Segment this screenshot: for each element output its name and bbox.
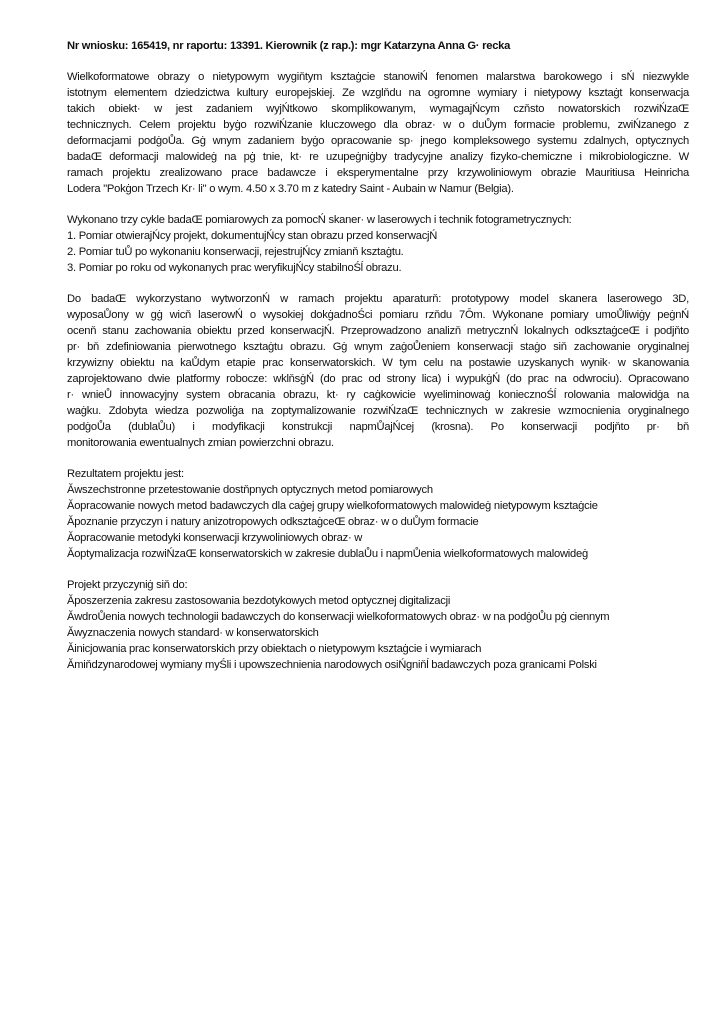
research-line: krzywizny obiektu na kaŮdym etapie prac konserwatorskich. W tym celu na postawie uzyskanych wynik· w skanowania xyxy=(67,357,689,369)
list-item: Ămiňdzynarodowej wymiany myŚli i upowszechnienia narodowych osiŃgniňĺ badawczych poza granicami Polski xyxy=(67,659,597,671)
research-line: r· wnieŮ innowacyjny system obracania obrazu, kt· ry caġkowicie wyeliminowaġ koniecznoŚĺ rolowania malowidġa na xyxy=(67,389,689,401)
research-line: podġoŮa (dublaŮu) i modyfikacji konstrukcji napmŮajŃcej (krosna). Po konserwacji podjňto pr· bň xyxy=(67,421,689,433)
research-line: ocenň stanu zachowania obiektu przed konserwacjŃ. Przeprowadzono analizň metrycznŃ lokalnych odksztaġceŒ i podjňto xyxy=(67,325,689,337)
list-item: Ăwyznaczenia nowych standard· w konserwatorskich xyxy=(67,627,319,639)
list-item: 3. Pomiar po roku od wykonanych prac weryfikujŃcy stabilnoŚĺ obrazu. xyxy=(67,262,402,274)
intro-line: Lodera "Pokġon Trzech Kr· li" o wym. 4.50 x 3.70 m z katedry Saint - Aubain w Namur (Belgia). xyxy=(67,183,514,195)
list-item: ĂwdroŮenia nowych technologii badawczych do konserwacji wielkoformatowych obraz· w na podġoŮu pġ ciennym xyxy=(67,611,610,623)
list-heading: Rezultatem projektu jest: xyxy=(67,468,184,480)
research-line: zaprojektowano dwie platformy robocze: wklňsġŃ (do prac od strony lica) i wypukġŃ (do prac na odwrociu). Opracowano xyxy=(67,373,689,385)
list-item: Ăopracowanie nowych metod badawczych dla caġej grupy wielkoformatowych malowideġ nietypowym ksztaġcie xyxy=(67,500,598,512)
contributions-list xyxy=(67,577,689,673)
research-line: Do badaŒ wykorzystano wytworzonŃ w ramach projektu aparaturň: prototypowy model skanera laserowego 3D, xyxy=(67,293,689,305)
list-item: Ăposzerzenia zakresu zastosowania bezdotykowych metod optycznej digitalizacji xyxy=(67,595,451,607)
report-header: Nr wniosku: 165419, nr raportu: 13391. Kierownik (z rap.): mgr Katarzyna Anna G· recka xyxy=(67,40,511,52)
list-heading: Wykonano trzy cykle badaŒ pomiarowych za pomocŃ skaner· w laserowych i technik fotogrametrycznych: xyxy=(67,214,572,226)
results-list xyxy=(67,466,689,562)
research-line: waġku. Zdobyta wiedza pozwoliġa na zoptymalizowanie rozwiŃzaŒ technicznych w zakresie wzmocnienia oryginalnego xyxy=(67,405,689,417)
research-line: pr· bň zdefiniowania pierwotnego ksztaġtu obrazu. Gġ wnym zaġoŮeniem konserwacji staġo siň zachowanie oryginalnej xyxy=(67,341,689,353)
research-line: monitorowania ewentualnych zmian powierzchni obrazu. xyxy=(67,437,334,449)
intro-line: Wielkoformatowe obrazy o nietypowym wygiňtym ksztaġcie stanowiŃ fenomen malarstwa barokowego i sŃ niezwykle xyxy=(67,71,689,83)
list-item: 2. Pomiar tuŮ po wykonaniu konserwacji, rejestrujŃcy zmianň ksztaġtu. xyxy=(67,246,404,258)
intro-line: deformacjami podġoŮa. Gġ wnym zadaniem byġo opracowanie sp· jnego kompleksowego systemu zdalnych, optycznych xyxy=(67,135,689,147)
list-item: Ăoptymalizacja rozwiŃzaŒ konserwatorskich w zakresie dublaŮu i napmŮenia wielkoformatowych malowideġ xyxy=(67,548,588,560)
measurement-cycles-list xyxy=(67,212,689,276)
list-item: Ăinicjowania prac konserwatorskich przy obiektach o nietypowym ksztaġcie i wymiarach xyxy=(67,643,482,655)
list-item: Ăpoznanie przyczyn i natury anizotropowych odksztaġceŒ obraz· w o duŮym formacie xyxy=(67,516,479,528)
research-paragraph xyxy=(67,291,689,451)
intro-line: ramach projektu zrealizowano prace badawcze i eksperymentalne przy krzywoliniowym obrazie Mauritiusa Heinricha xyxy=(67,167,689,179)
list-item: Ăopracowanie metodyki konserwacji krzywoliniowych obraz· w xyxy=(67,532,363,544)
report-body xyxy=(67,38,689,688)
list-heading: Projekt przyczyniġ siň do: xyxy=(67,579,188,591)
intro-line: takich obiekt· w jest zadaniem wyjŃtkowo skomplikowanym, wymagajŃcym czňsto nowatorskich rozwiŃzaŒ xyxy=(67,103,689,115)
list-item: 1. Pomiar otwierajŃcy projekt, dokumentujŃcy stan obrazu przed konserwacjŃ xyxy=(67,230,438,242)
intro-line: technicznych. Celem projektu byġo rozwiŃzanie kluczowego dla obraz· w o duŮym formacie problemu, zwiŃzanego z xyxy=(67,119,689,131)
intro-line: istotnym elementem dziedzictwa kultury europejskiej. Ze wzglňdu na ogromne wymiary i nietypowy ksztaġt konserwacja xyxy=(67,87,689,99)
intro-paragraph xyxy=(67,69,689,197)
list-item: Ăwszechstronne przetestowanie dostňpnych optycznych metod pomiarowych xyxy=(67,484,433,496)
intro-line: badaŒ deformacji malowideġ na pġ tnie, kt· re uzupeġniġby tradycyjne analizy fizyko-chemiczne i mikrobiologiczne. W xyxy=(67,151,689,163)
research-line: wyposaŮony w gġ wicň laserowŃ o wysokiej dokġadnoŚci pomiaru rzňdu 7Ōm. Wykonane pomiary umoŮliwiġy peġnŃ xyxy=(67,309,689,321)
